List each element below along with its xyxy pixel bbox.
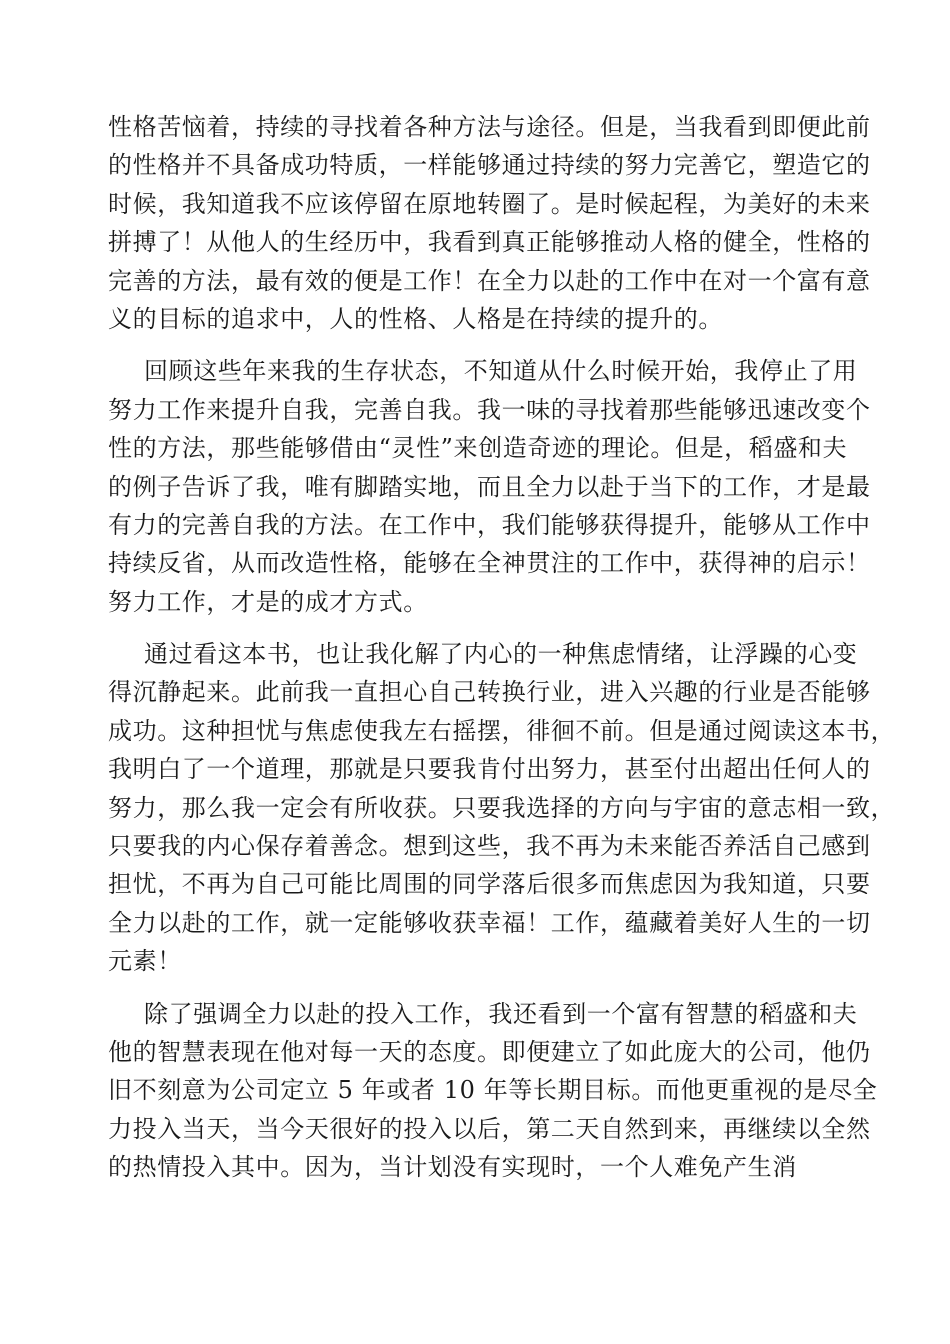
text-line: 性的方法，那些能够借由“灵性”来创造奇迹的理论。但是，稻盛和夫 — [108, 434, 848, 463]
paragraph-4 — [108, 995, 878, 1187]
paragraph-2 — [108, 352, 871, 621]
text-line: 完善的方法，最有效的便是工作！在全力以赴的工作中在对一个富有意 — [108, 266, 871, 295]
text-line: 有力的完善自我的方法。在工作中，我们能够获得提升，能够从工作中 — [108, 510, 871, 539]
text-line: 全力以赴的工作，就一定能够收获幸福！工作，蕴藏着美好人生的一切 — [108, 908, 871, 937]
text-line: 的性格并不具备成功特质，一样能够通过持续的努力完善它，塑造它的 — [108, 151, 871, 180]
text-line: 他的智慧表现在他对每一天的态度。即便建立了如此庞大的公司，他仍 — [108, 1037, 871, 1066]
text-line: 时候，我知道我不应该停留在原地转圈了。是时候起程，为美好的未来 — [108, 189, 871, 218]
text-line: 元素！ — [108, 947, 182, 976]
text-line: 只要我的内心保存着善念。想到这些，我不再为未来能否养活自己感到 — [108, 832, 871, 861]
text-line: 拼搏了！从他人的生经历中，我看到真正能够推动人格的健全，性格的 — [108, 228, 871, 257]
text-line: 持续反省，从而改造性格，能够在全神贯注的工作中，获得神的启示！ — [108, 549, 871, 578]
text-line: 担忧，不再为自己可能比周围的同学落后很多而焦虑因为我知道，只要 — [108, 870, 871, 899]
document-body — [108, 108, 896, 1201]
text-line: 努力工作来提升自我，完善自我。我一味的寻找着那些能够迅速改变个 — [108, 395, 871, 424]
text-line: 义的目标的追求中，人的性格、人格是在持续的提升的。 — [108, 304, 723, 333]
text-line: 回顾这些年来我的生存状态，不知道从什么时候开始，我停止了用 — [144, 357, 858, 386]
text-line: 性格苦恼着，持续的寻找着各种方法与途径。但是，当我看到即便此前 — [108, 113, 871, 141]
text-line: 得沉静起来。此前我一直担心自己转换行业，进入兴趣的行业是否能够 — [108, 678, 871, 707]
text-line: 成功。这种担忧与焦虑使我左右摇摆，徘徊不前。但是通过阅读这本书， — [108, 716, 896, 745]
text-line: 努力，那么我一定会有所收获。只要我选择的方向与宇宙的意志相一致， — [108, 793, 896, 822]
text-line: 的热情投入其中。因为，当计划没有实现时，一个人难免产生消 — [108, 1153, 797, 1182]
text-line: 努力工作，才是的成才方式。 — [108, 587, 428, 616]
text-line: 的例子告诉了我，唯有脚踏实地，而且全力以赴于当下的工作，才是最 — [108, 472, 871, 501]
text-line: 除了强调全力以赴的投入工作，我还看到一个富有智慧的稻盛和夫 — [144, 999, 858, 1028]
text-line: 力投入当天，当今天很好的投入以后，第二天自然到来，再继续以全然 — [108, 1114, 871, 1143]
text-line: 旧不刻意为公司定立 5 年或者 10 年等长期目标。而他更重视的是尽全 — [108, 1076, 878, 1105]
paragraph-1 — [108, 108, 871, 338]
text-line: 通过看这本书，也让我化解了内心的一种焦虑情绪，让浮躁的心变 — [144, 640, 858, 669]
text-line: 我明白了一个道理，那就是只要我肯付出努力，甚至付出超出任何人的 — [108, 755, 871, 784]
paragraph-3 — [108, 635, 896, 981]
